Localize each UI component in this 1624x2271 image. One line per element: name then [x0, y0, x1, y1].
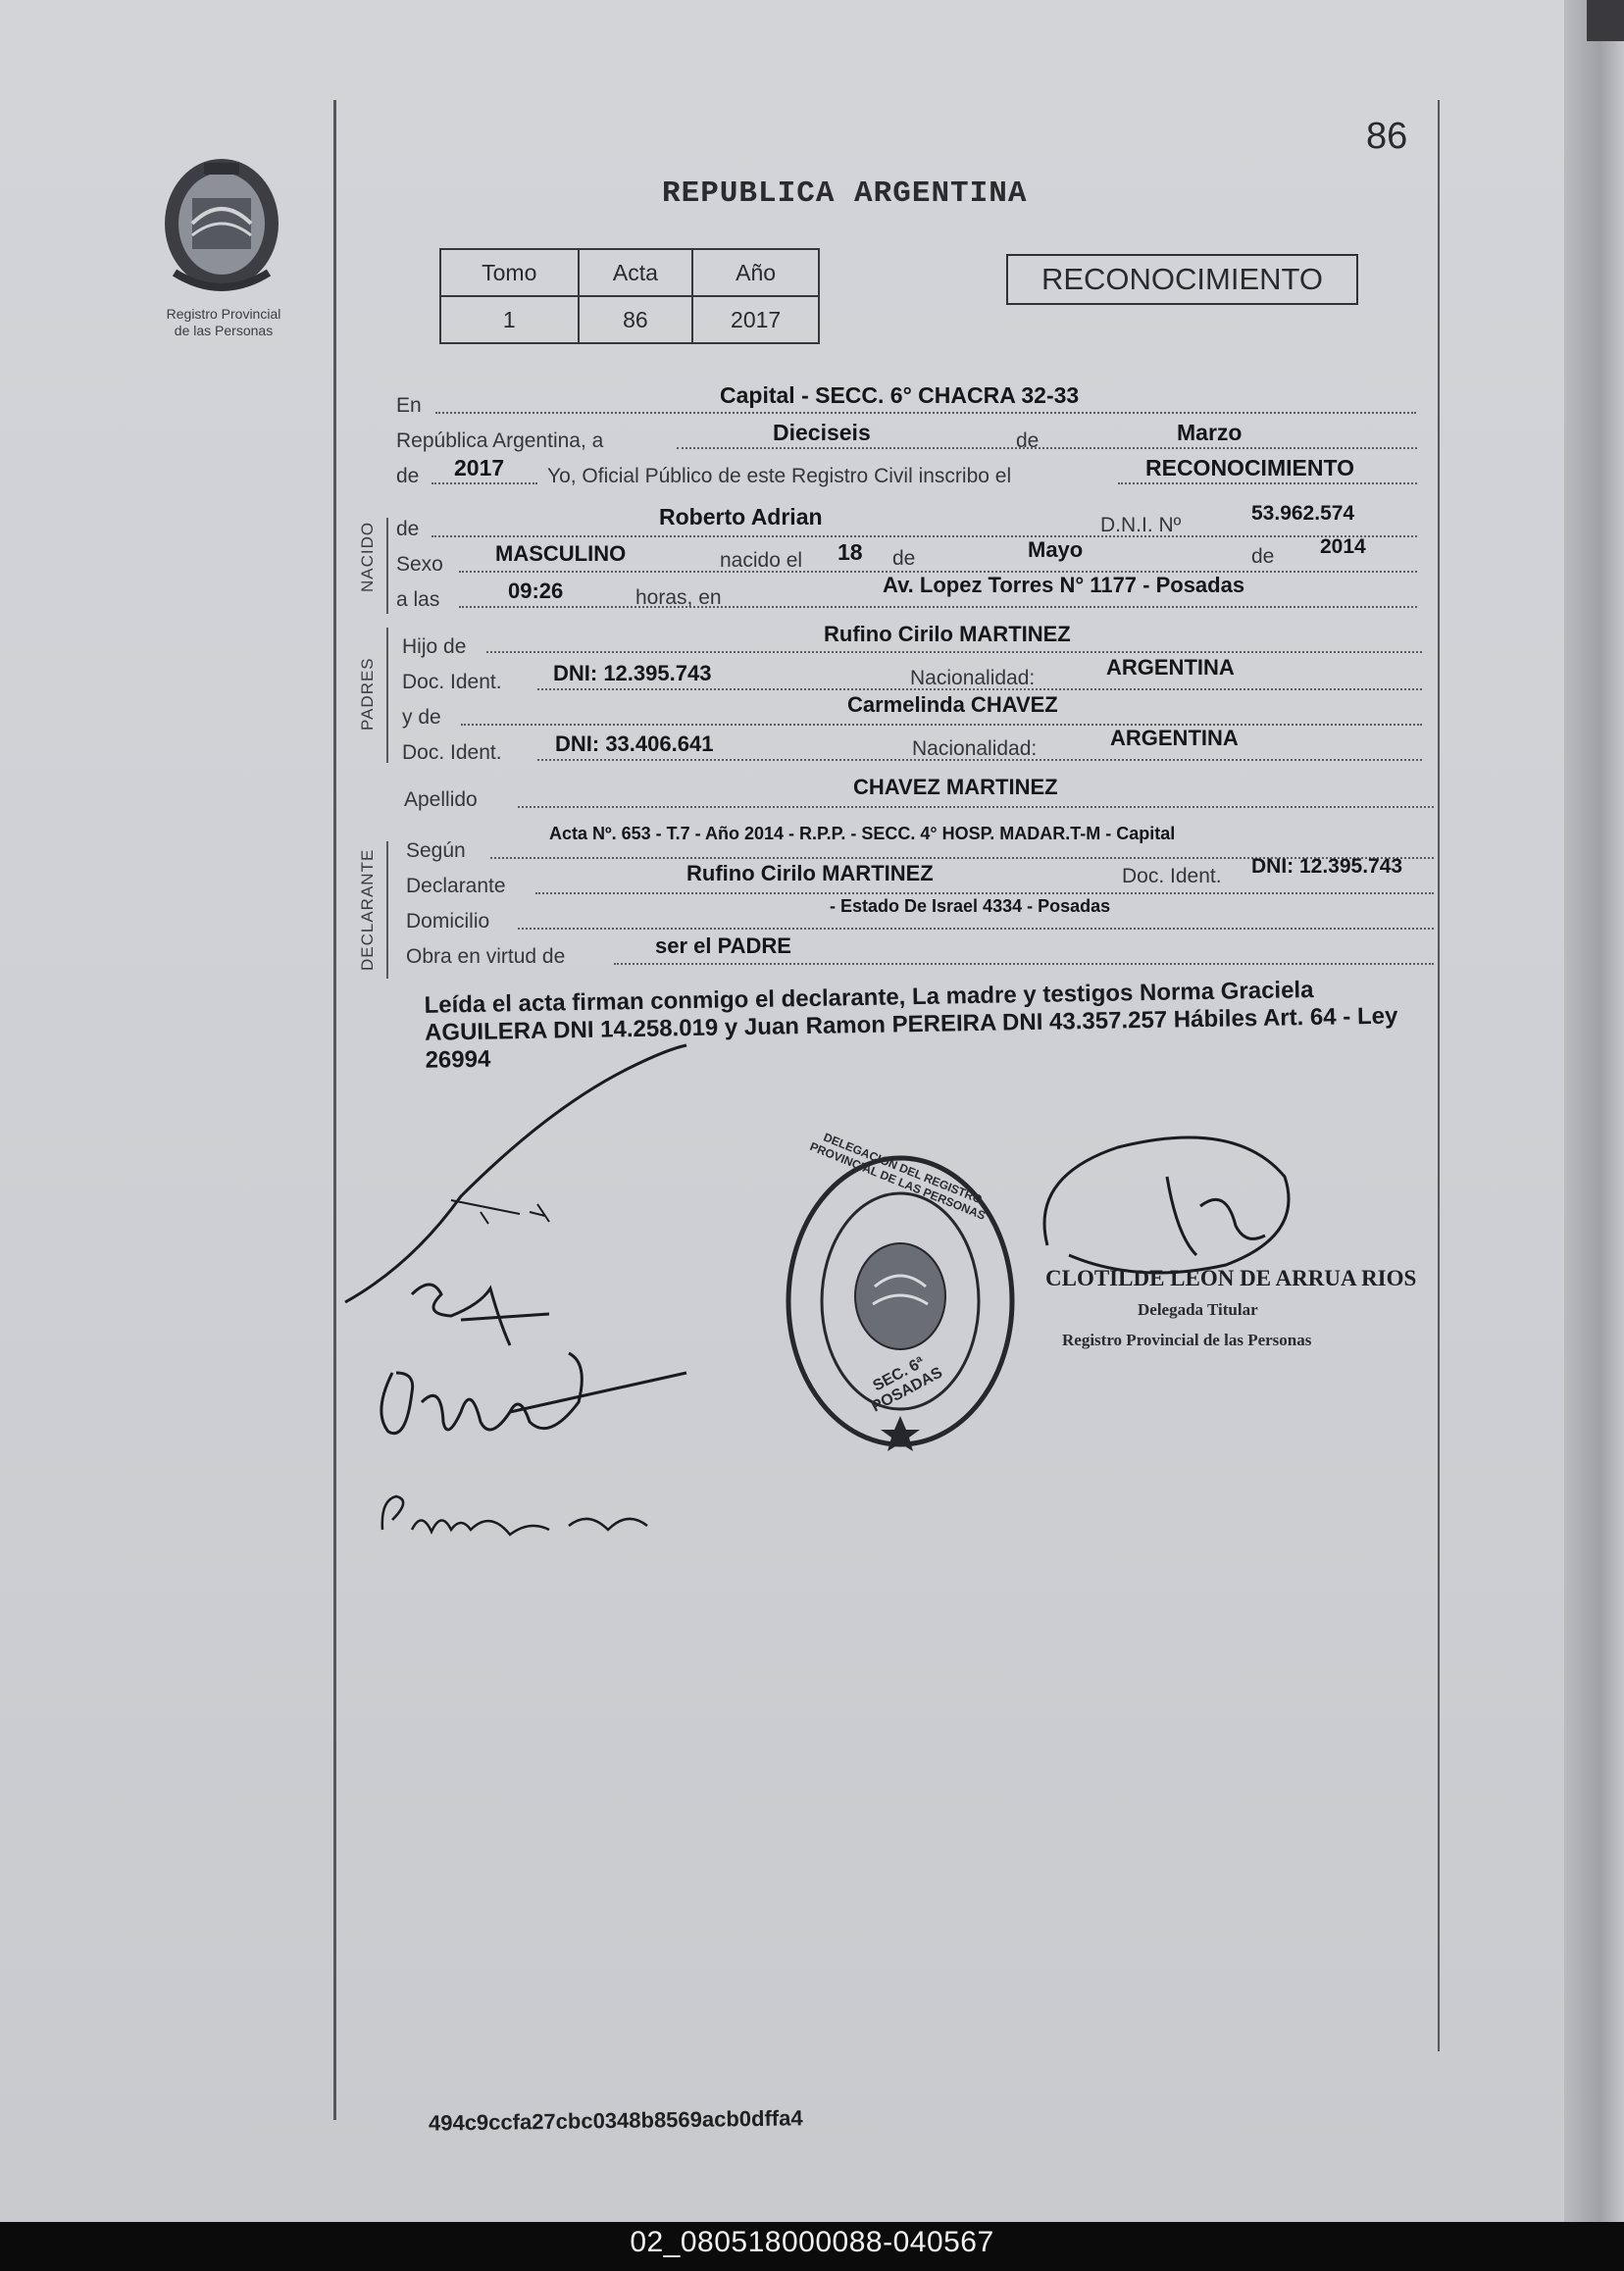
day-value: Dieciseis [773, 420, 871, 445]
obra-value: ser el PADRE [655, 934, 791, 958]
domicilio-label: Domicilio [406, 910, 490, 933]
registrar-role: Delegada Titular [1138, 1300, 1258, 1319]
father-name: Rufino Cirilo MARTINEZ [824, 622, 1071, 646]
apellido-label: Apellido [404, 788, 478, 811]
value-ano: 2017 [692, 296, 819, 343]
declarante-label: Declarante [406, 875, 506, 897]
segun-label: Según [406, 839, 466, 862]
header-acta: Acta [579, 249, 693, 296]
child-dni: 53.962.574 [1251, 502, 1355, 525]
mother-name: Carmelinda CHAVEZ [847, 692, 1058, 717]
declarante-name: Rufino Cirilo MARTINEZ [686, 861, 934, 885]
registrar-office: Registro Provincial de las Personas [1062, 1331, 1312, 1349]
page-number: 86 [1366, 116, 1408, 157]
father-doc-label: Doc. Ident. [402, 671, 502, 693]
birth-day: 18 [837, 539, 863, 565]
mother-nationality: ARGENTINA [1110, 726, 1239, 750]
signature-stroke [451, 1200, 520, 1214]
father-nationality: ARGENTINA [1106, 655, 1235, 680]
hash-code: 494c9ccfa27cbc0348b8569acb0dffa4 [428, 2105, 803, 2136]
nacido-de-label: de [396, 518, 420, 540]
birth-year: 2014 [1320, 535, 1366, 558]
y-de-label: y de [402, 706, 441, 729]
section-nacido: NACIDO [358, 521, 377, 592]
en-label: En [396, 394, 422, 417]
declarante-signature [345, 1045, 686, 1302]
republica-label: República Argentina, a [396, 429, 604, 452]
closing-statement: Leída el acta firman conmigo el declarante, La madre y testigos Norma Graciela AGUILERA DNI 14.258.019 y Juan Ramon PEREIRA DNI 43.357.257 Hábiles Art. 64 - Ley 26994 [424, 976, 1398, 1074]
logo-caption-line-1: Registro Provincial [166, 306, 281, 322]
birth-time: 09:26 [508, 579, 564, 603]
declarante-doc: DNI: 12.395.743 [1251, 855, 1403, 878]
value-acta: 86 [579, 296, 693, 343]
logo-caption-line-2: de las Personas [174, 323, 274, 338]
footer-code: 02_080518000088-040567 [630, 2226, 994, 2258]
father-doc: DNI: 12.395.743 [553, 661, 712, 685]
dni-label: D.N.I. Nº [1100, 514, 1182, 536]
header-ano: Año [692, 249, 819, 296]
de-label-2: de [396, 465, 420, 487]
sexo-value: MASCULINO [495, 541, 627, 566]
section-padres: PADRES [358, 657, 377, 731]
de-label-3: de [892, 547, 916, 570]
act-type-box: RECONOCIMIENTO [1006, 254, 1358, 305]
sexo-label: Sexo [396, 553, 443, 576]
registrar-signature [1044, 1137, 1289, 1273]
a-las-label: a las [396, 588, 440, 611]
father-nationality-label: Nacionalidad: [910, 667, 1036, 689]
yo-text: Yo, Oficial Público de este Registro Civil inscribo el [547, 465, 1012, 487]
witness-aguilera-signature [381, 1353, 686, 1434]
stamp-text: DELEGACION DEL REGISTRO PROVINCIAL DE LAS PERSONAS [807, 1130, 988, 1223]
de-label-4: de [1251, 545, 1275, 568]
apellido-value: CHAVEZ MARTINEZ [853, 775, 1058, 799]
section-declarante: DECLARANTE [358, 848, 377, 971]
de-label: de [1016, 429, 1040, 452]
stamp-section: SEC. 6ª POSADAS [869, 1353, 945, 1416]
horas-label: horas, en [635, 586, 722, 609]
obra-label: Obra en virtud de [406, 945, 566, 968]
mother-doc: DNI: 33.406.641 [555, 732, 714, 756]
mother-doc-label: Doc. Ident. [402, 741, 502, 764]
witness-signature-name [381, 1492, 590, 1532]
segun-value: Acta Nº. 653 - T.7 - Año 2014 - R.P.P. - SECC. 4° HOSP. MADAR.T-M - Capital [549, 824, 1176, 843]
mother-nationality-label: Nacionalidad: [912, 737, 1038, 760]
declarante-doc-label: Doc. Ident. [1122, 865, 1222, 887]
birth-place: Av. Lopez Torres N° 1177 - Posadas [883, 573, 1245, 597]
child-name: Roberto Adrian [659, 504, 823, 530]
header-tomo: Tomo [440, 249, 579, 296]
year-value: 2017 [454, 455, 505, 480]
month-value: Marzo [1177, 420, 1243, 445]
hijo-de-label: Hijo de [402, 635, 467, 658]
domicilio-value: - Estado De Israel 4334 - Posadas [830, 896, 1111, 916]
document-title: REPUBLICA ARGENTINA [662, 177, 1028, 211]
registrar-name: CLOTILDE LEON DE ARRUA RIOS [1045, 1266, 1417, 1290]
birth-month: Mayo [1028, 537, 1084, 562]
nacido-el-label: nacido el [720, 549, 803, 572]
mother-signature [412, 1285, 549, 1345]
place-value: Capital - SECC. 6° CHACRA 32-33 [720, 382, 1080, 408]
act-value: RECONOCIMIENTO [1145, 455, 1354, 480]
value-tomo: 1 [440, 296, 579, 343]
